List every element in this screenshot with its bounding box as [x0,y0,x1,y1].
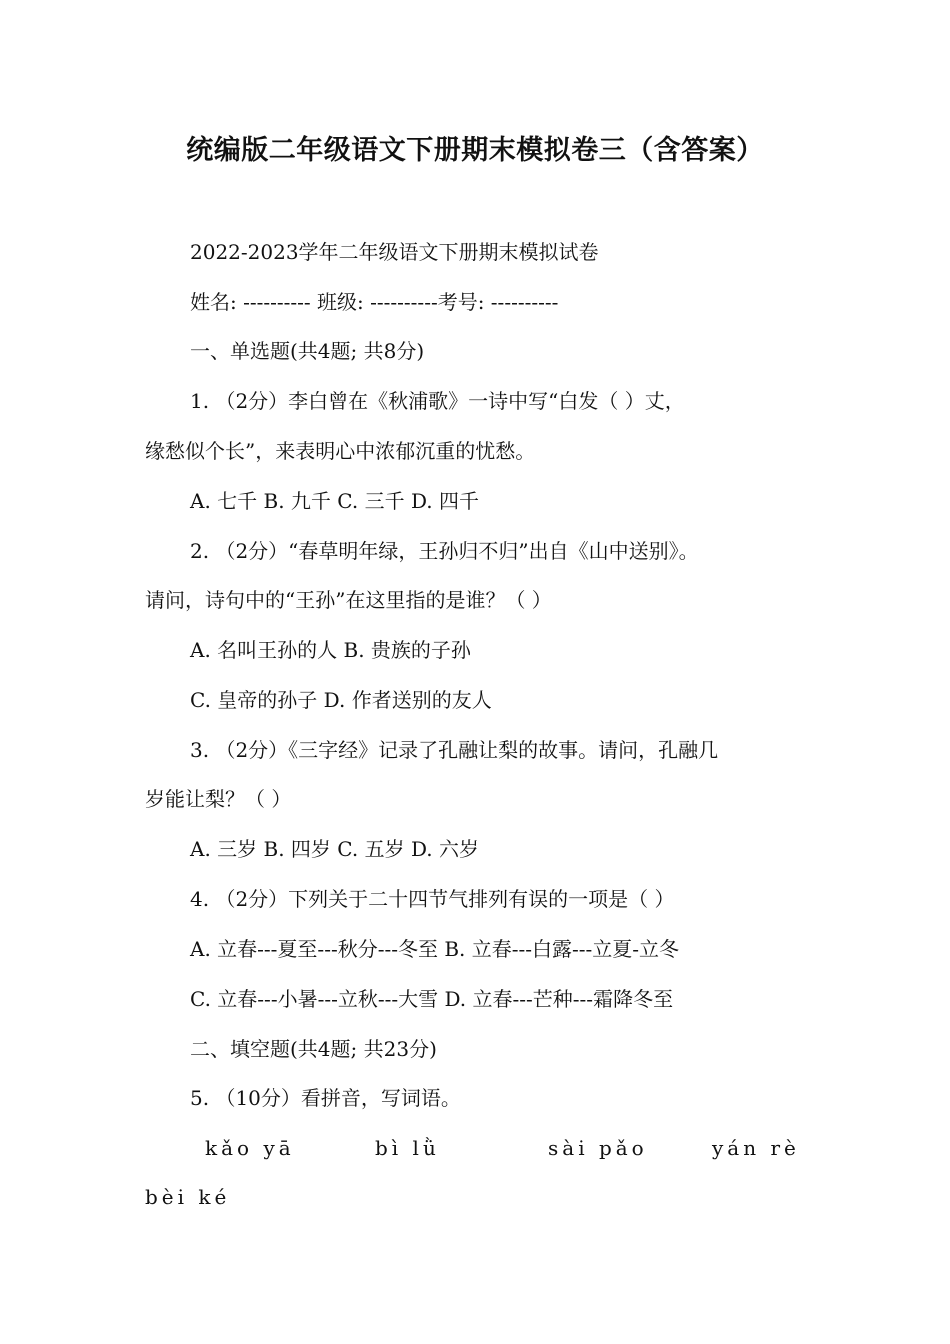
exam-subtitle: 2022-2023学年二年级语文下册期末模拟试卷 [190,240,599,264]
question-3-options: A. 三岁 B. 四岁 C. 五岁 D. 六岁 [190,837,479,861]
question-3-text-continued: 岁能让梨？（ ） [145,787,292,811]
section-heading-fill-in: 二、填空题(共4题; 共23分) [190,1037,437,1061]
question-2-options-ab: A. 名叫王孙的人 B. 贵族的子孙 [190,638,471,662]
question-5-text: 5. （10分）看拼音，写词语。 [190,1086,461,1110]
pinyin-item: sài pǎo [548,1136,648,1160]
page-title: 统编版二年级语文下册期末模拟卷三（含答案） [186,135,764,166]
question-1-options: A. 七千 B. 九千 C. 三千 D. 四千 [190,489,479,513]
question-4-text: 4. （2分）下列关于二十四节气排列有误的一项是（ ） [190,887,675,911]
student-info-line: 姓名: ---------- 班级: ----------考号: ---------- [190,290,559,314]
question-1-text-continued: 缘愁似个长”，来表明心中浓郁沉重的忧愁。 [145,439,536,463]
question-2-text: 2. （2分）“春草明年绿，王孙归不归”出自《山中送别》。 [190,539,699,563]
question-2-options-cd: C. 皇帝的孙子 D. 作者送别的友人 [190,688,492,712]
section-heading-single-choice: 一、单选题(共4题; 共8分) [190,339,425,363]
question-3-text: 3. （2分）《三字经》记录了孔融让梨的故事。请问，孔融几 [190,738,719,762]
question-4-options-cd: C. 立春---小暑---立秋---大雪 D. 立春---芒种---霜降冬至 [190,987,674,1011]
pinyin-item: bèi ké [145,1185,231,1209]
question-1-text: 1. （2分）李白曾在《秋浦歌》一诗中写“白发（ ）丈， [190,389,685,413]
pinyin-item: kǎo yā [205,1136,295,1160]
pinyin-item: yán rè [712,1136,800,1160]
question-2-text-continued: 请问，诗句中的“王孙”在这里指的是谁？（ ） [145,588,552,612]
question-4-options-ab: A. 立春---夏至---秋分---冬至 B. 立春---白露---立夏-立冬 [190,937,680,961]
pinyin-item: bì lǜ [375,1136,440,1160]
